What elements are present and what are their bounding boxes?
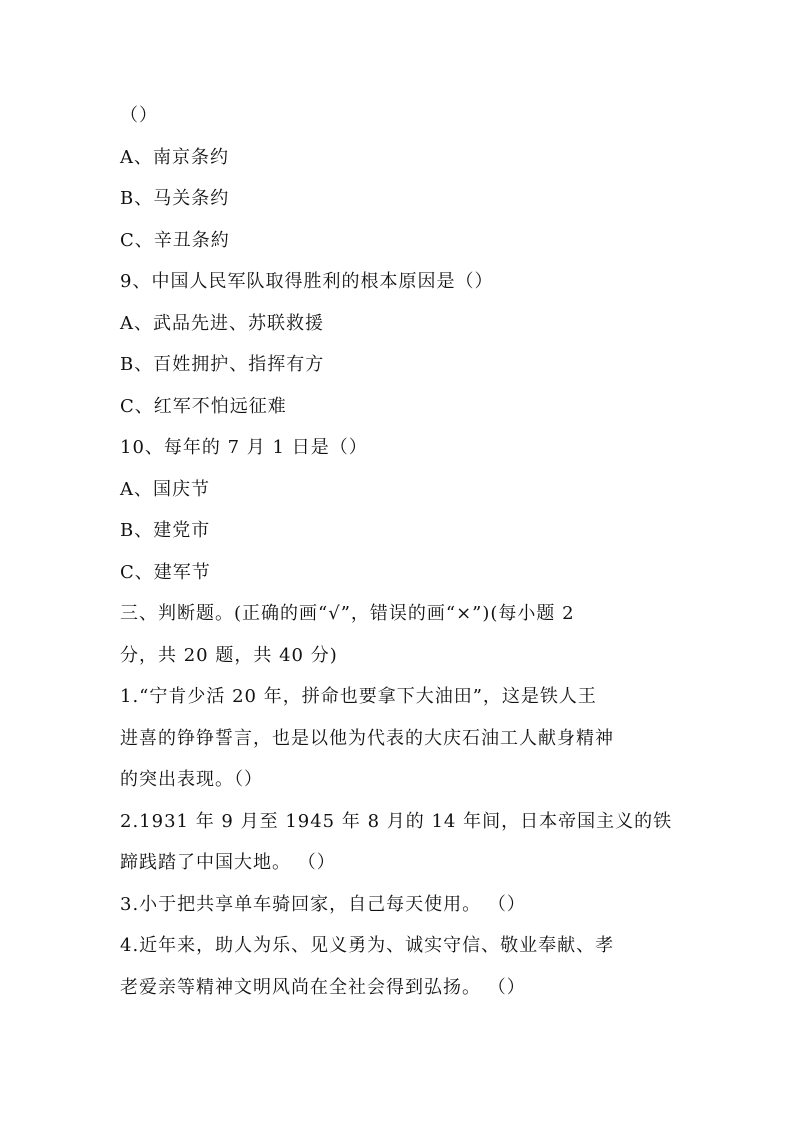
judge-2-end: 蹄践踏了中国大地。 （） [120, 852, 336, 873]
section-3-heading: 三、判断题。(正确的画“√”，错误的画“×”)(每小题 2 [120, 603, 575, 624]
option-c: C、红军不怕远征难 [120, 395, 287, 417]
option-a: A、国庆节 [120, 478, 210, 500]
exam-content [120, 95, 680, 1008]
question-9: 9、中国人民军队取得胜利的根本原因是（） [120, 271, 494, 292]
question-10: 10、每年的 7 月 1 日是（） [120, 437, 368, 458]
section-3-heading-cont: 分，共 20 题，共 40 分) [120, 644, 338, 666]
judge-1-cont: 进喜的铮铮誓言，也是以他为代表的大庆石油工人献身精神 [120, 727, 614, 749]
option-b: B、百姓拥护、指挥有方 [120, 354, 325, 375]
option-a: A、武品先进、苏联救援 [120, 312, 324, 334]
option-c: C、辛丑条約 [120, 229, 230, 251]
judge-3: 3.小于把共享单车骑回家，自己每天使用。 （） [120, 893, 526, 915]
option-b: B、建党市 [120, 520, 211, 541]
judge-4: 4.近年来，助人为乐、见义勇为、诚实守信、敬业奉献、孝 [120, 935, 615, 956]
question-8-blank: （） [120, 105, 158, 126]
judge-1-end: 的突出表现。（） [120, 769, 263, 790]
option-c: C、建军节 [120, 561, 211, 583]
option-a: A、南京条约 [120, 146, 229, 168]
judge-4-end: 老爱亲等精神文明风尚在全社会得到弘扬。 （） [120, 976, 526, 998]
option-b: B、马关条约 [120, 188, 230, 209]
judge-2: 2.1931 年 9 月至 1945 年 8 月的 14 年间，日本帝国主义的铁 [120, 810, 673, 832]
judge-1: 1.“宁肯少活 20 年，拼命也要拿下大油田”，这是铁人王 [120, 686, 597, 707]
